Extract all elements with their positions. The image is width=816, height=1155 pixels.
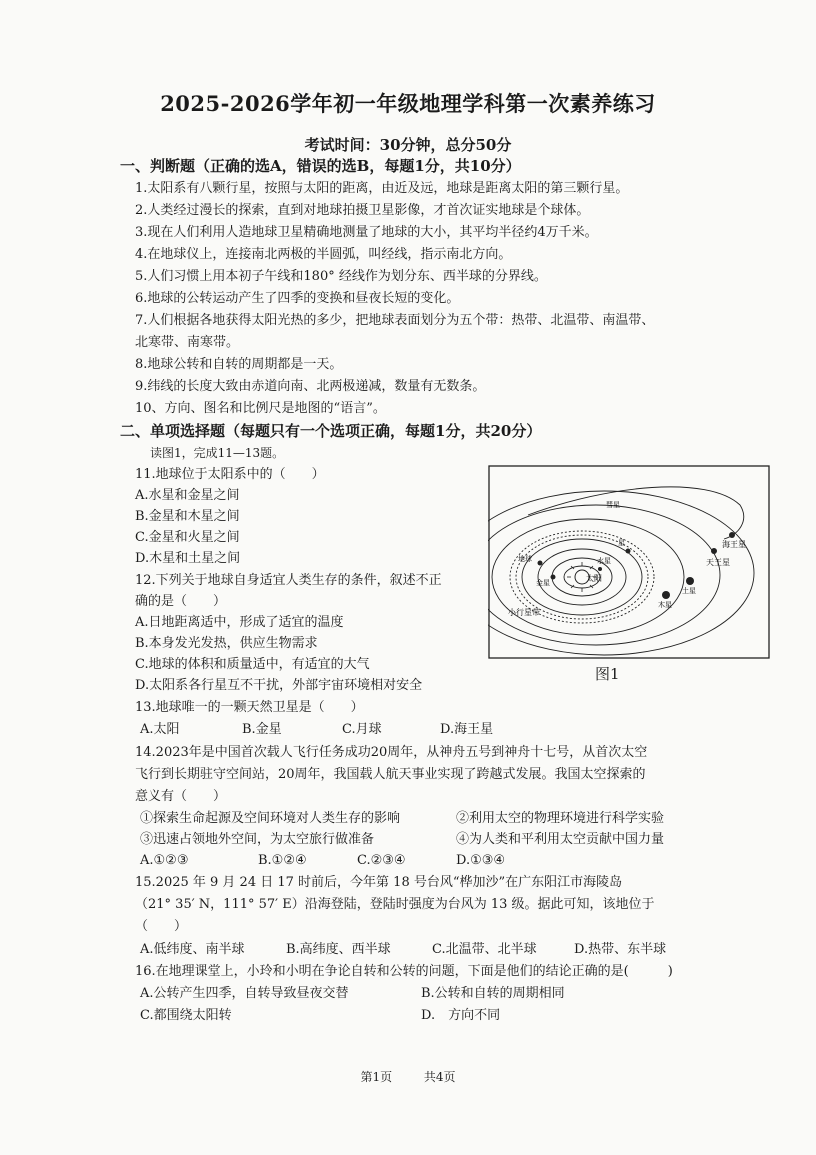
q11-option: B.金星和木星之间 <box>135 509 240 524</box>
page-total: 共4页 <box>423 1070 456 1084</box>
q12-option: C.地球的体积和质量适中，有适宜的大气 <box>135 657 370 672</box>
q15-stem: （ ） <box>135 919 188 934</box>
label-jupiter: 木星 <box>658 601 672 609</box>
q16-option-d: D. 方向不同 <box>421 1008 501 1023</box>
section2-heading: 二、单项选择题（每题只有一个选项正确，每题1分，共20分） <box>120 422 542 440</box>
judge-line: 1.太阳系有八颗行星，按照与太阳的距离，由近及远，地球是距离太阳的第三颗行星。 <box>135 181 629 196</box>
q14-item-2: ②利用太空的物理环境进行科学实验 <box>456 811 665 826</box>
q13-option-c: C.月球 <box>342 722 382 737</box>
judge-line: 7.人们根据各地获得太阳光热的多少，把地球表面划分为五个带：热带、北温带、南温带、 <box>135 313 655 328</box>
q14-stem: 飞行到长期驻守空间站，20周年，我国载人航天事业实现了跨越式发展。我国太空探索的 <box>135 767 646 782</box>
q16-option-a: A.公转产生四季，自转导致昼夜交替 <box>140 986 349 1001</box>
solar-system-figure <box>488 465 770 659</box>
q12-stem: 12.下列关于地球自身适宜人类生存的条件，叙述不正 <box>135 573 442 588</box>
judge-line: 10、方向、图名和比例尺是地图的“语言”。 <box>135 401 386 416</box>
label-sun: 太阳 <box>586 574 602 583</box>
label-neptune: 海王星 <box>722 540 746 549</box>
label-comet: 彗星 <box>606 501 620 509</box>
figure-caption: 图1 <box>595 665 620 683</box>
q14-stem: 意义有（ ） <box>135 789 227 804</box>
exam-title: 2025-2026学年初一年级地理学科第一次素养练习 <box>160 91 656 116</box>
judge-line: 9.纬线的长度大致由赤道向南、北两极递减，数量有无数条。 <box>135 379 486 394</box>
label-mercury: 水星 <box>597 557 611 565</box>
q14-stem: 14.2023年是中国首次载人飞行任务成功20周年，从神舟五号到神舟十七号，从首次太空 <box>135 745 648 760</box>
q12-option: A.日地距离适中，形成了适宜的温度 <box>135 615 344 630</box>
judge-line: 5.人们习惯上用本初子午线和180° 经线作为划分东、西半球的分界线。 <box>135 269 547 284</box>
q15-stem: （21° 35′ N，111° 57′ E）沿海登陆，登陆时强度为台风为 13 级。据此可知，该地位于 <box>135 897 655 912</box>
judge-line: 2.人类经过漫长的探索，直到对地球拍摄卫星影像，才首次证实地球是个球体。 <box>135 203 590 218</box>
judge-line: 4.在地球仪上，连接南北两极的半圆弧，叫经线，指示南北方向。 <box>135 247 512 262</box>
label-venus: 金星 <box>536 579 550 587</box>
q14-item-1: ①探索生命起源及空间环境对人类生存的影响 <box>140 811 401 826</box>
q14-item-4: ④为人类和平利用太空贡献中国力量 <box>456 832 665 847</box>
q13-option-d: D.海王星 <box>440 722 494 737</box>
q12-option: D.太阳系各行星互不干扰，外部宇宙环境相对安全 <box>135 678 423 693</box>
page-number: 第1页 <box>360 1070 393 1084</box>
q12-stem: 确的是（ ） <box>135 594 227 609</box>
judge-line: 3.现在人们利用人造地球卫星精确地测量了地球的大小，其平均半径约4万千米。 <box>135 225 598 240</box>
exam-subtitle: 考试时间：30分钟，总分50分 <box>304 136 512 154</box>
q14-option-b: B.①②④ <box>258 853 307 868</box>
label-asteroid-belt: 小行星带 <box>508 608 540 617</box>
q15-option-a: A.低纬度、南半球 <box>140 942 245 957</box>
q16-option-c: C.都围绕太阳转 <box>140 1008 232 1023</box>
q14-item-3: ③迅速占领地外空间，为太空旅行做准备 <box>140 832 375 847</box>
label-saturn: 土星 <box>682 587 696 595</box>
judge-line: 6.地球的公转运动产生了四季的变换和昼夜长短的变化。 <box>135 291 460 306</box>
page-footer <box>0 1068 816 1085</box>
q16-option-b: B.公转和自转的周期相同 <box>421 986 565 1001</box>
label-earth: 地球 <box>518 555 532 563</box>
q11-option: D.木星和土星之间 <box>135 551 241 566</box>
q12-option: B.本身发光发热，供应生物需求 <box>135 636 318 651</box>
label-uranus: 天王星 <box>706 558 730 567</box>
q13-option-b: B.金星 <box>242 722 282 737</box>
q14-option-d: D.①③④ <box>456 853 506 868</box>
q14-option-c: C.②③④ <box>357 853 406 868</box>
q15-stem: 15.2025 年 9 月 24 日 17 时前后，今年第 18 号台风“桦加沙”在广东阳江市海陵岛 <box>135 875 623 890</box>
section1-heading: 一、判断题（正确的选A，错误的选B，每题1分，共10分） <box>120 157 521 175</box>
label-mars: 星 <box>618 539 625 547</box>
judge-line: 北寒带、南寒带。 <box>135 335 240 350</box>
solar-system-diagram <box>488 465 770 659</box>
q16-stem: 16.在地理课堂上，小玲和小明在争论自转和公转的问题，下面是他们的结论正确的是( ) <box>135 964 673 979</box>
q14-option-a: A.①②③ <box>140 853 189 868</box>
section2-intro: 读图1，完成11—13题。 <box>150 446 285 460</box>
q11-option: A.水星和金星之间 <box>135 488 240 503</box>
q15-option-b: B.高纬度、西半球 <box>286 942 391 957</box>
q13-option-a: A.太阳 <box>140 722 180 737</box>
judge-line: 8.地球公转和自转的周期都是一天。 <box>135 357 343 372</box>
q11-stem: 11.地球位于太阳系中的（ ） <box>135 467 325 482</box>
q15-option-c: C.北温带、北半球 <box>432 942 537 957</box>
q11-option: C.金星和火星之间 <box>135 530 240 545</box>
q15-option-d: D.热带、东半球 <box>574 942 667 957</box>
q13-stem: 13.地球唯一的一颗天然卫星是（ ） <box>135 700 364 715</box>
